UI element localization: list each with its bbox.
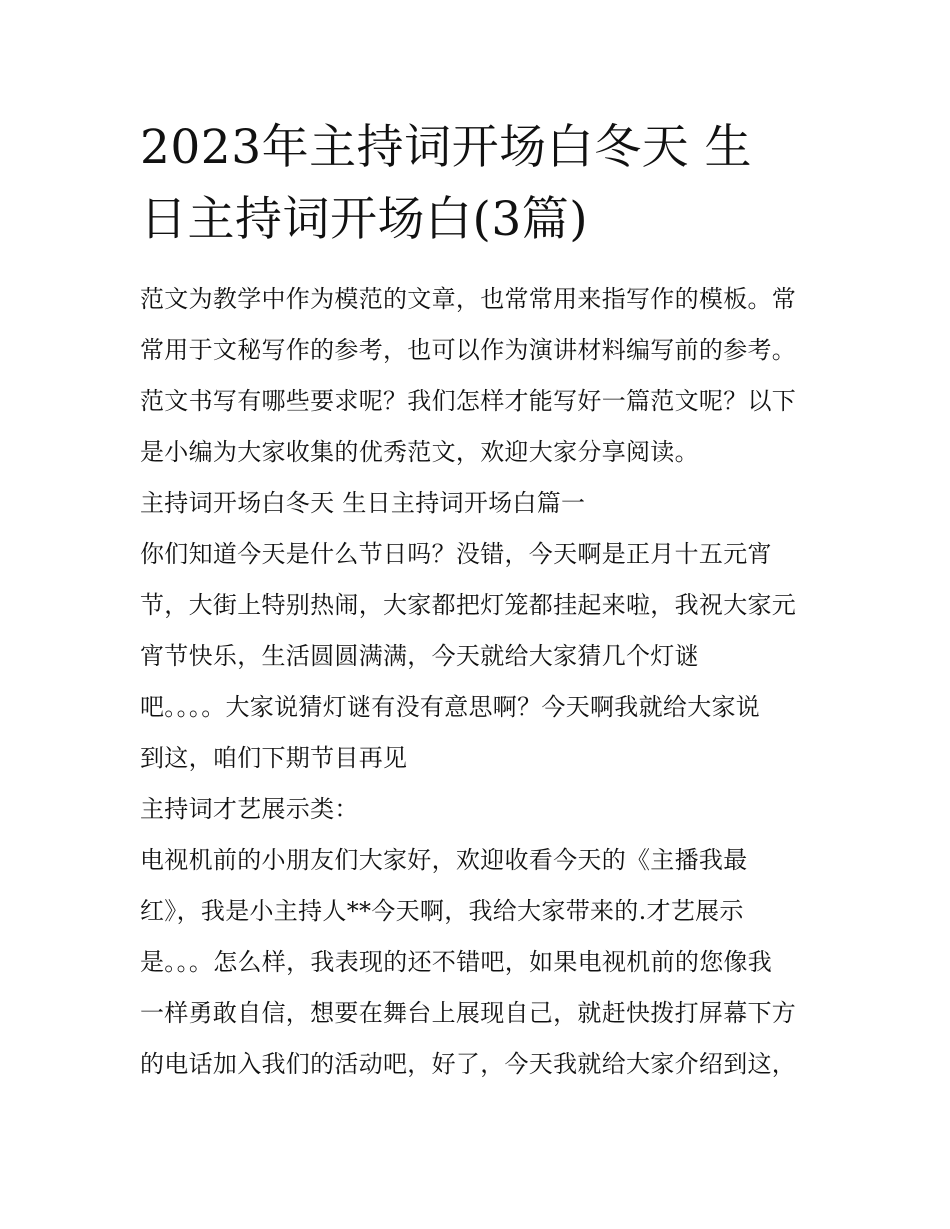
title-line-1: 2023年主持词开场白冬天 生 — [140, 120, 753, 175]
body-paragraph-1: 你们知道今天是什么节日吗？没错，今天啊是正月十五元宵 节，大街上特别热闹，大家都把灯笼都挂起来啦，我祝大家元 宵节快乐，生活圆圆满满，今天就给大家猜几个灯谜 吧。。。。大家说猜灯谜有没有意思啊？今天啊我就给大家说 到这，咱们下期节目再见 — [140, 540, 797, 772]
section-heading-2: 主持词才艺展示类： — [140, 795, 359, 823]
document-title — [140, 112, 812, 256]
title-line-2: 日主持词开场白(3篇) — [140, 192, 589, 247]
section-heading-1: 主持词开场白冬天 生日主持词开场白篇一 — [140, 489, 586, 517]
intro-paragraph: 范文为教学中作为模范的文章，也常常用来指写作的模板。常 常用于文秘写作的参考，也可以作为演讲材料编写前的参考。 范文书写有哪些要求呢？我们怎样才能写好一篇范文呢？以下 是小编为大家收集的优秀范文，欢迎大家分享阅读。 — [140, 285, 797, 466]
document-page — [140, 112, 812, 1090]
body-paragraph-2: 电视机前的小朋友们大家好，欢迎收看今天的《主播我最 红》，我是小主持人**今天啊，我给大家带来的.才艺展示 是。。。怎么样，我表现的还不错吧，如果电视机前的您像我 一样勇敢自信，想要在舞台上展现自己，就赶快拨打屏幕下方 的电话加入我们的活动吧，好了，今天我就给大家介绍到这， — [140, 846, 797, 1078]
